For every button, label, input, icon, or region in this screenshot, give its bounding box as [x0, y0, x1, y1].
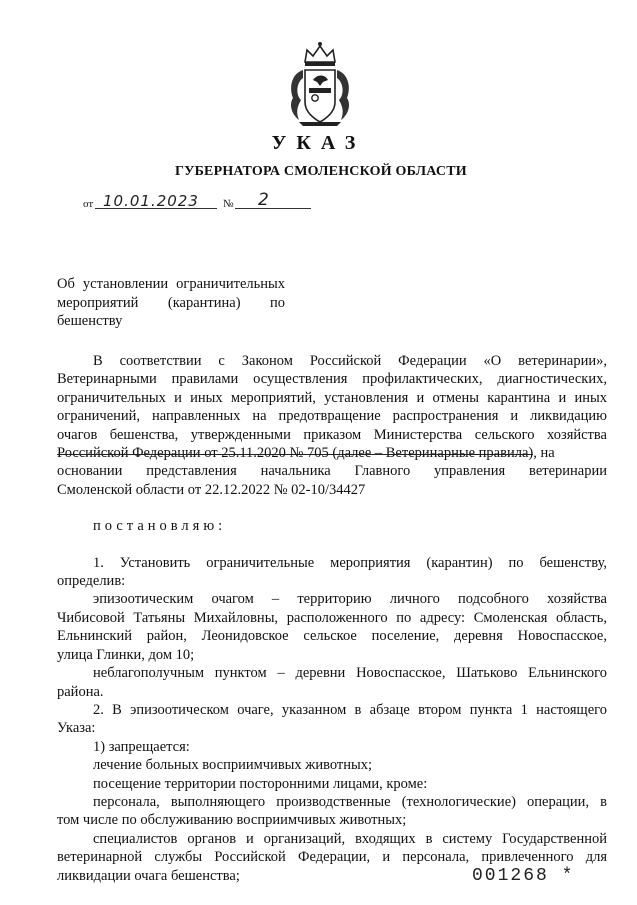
date-number-line — [83, 190, 323, 214]
text-line: 1) запрещается: — [93, 738, 190, 755]
preamble — [57, 352, 607, 499]
decree-body — [57, 352, 607, 885]
number-underline — [235, 208, 311, 209]
document-subtitle: ГУБЕРНАТОРА СМОЛЕНСКОЙ ОБЛАСТИ — [175, 164, 467, 179]
text-line: ликвидации очага бешенства; — [57, 867, 240, 884]
text-line: том числе по обслуживанию восприимчивых животных; — [57, 812, 407, 829]
decree-word: постановляю: — [93, 518, 227, 535]
heading-line: бешенству — [57, 313, 123, 329]
date-label: от — [83, 198, 94, 210]
text-line: специалистов органов и организаций, входящих в систему Государственной — [93, 830, 607, 847]
text-line: неблагополучным пунктом – деревни Новоспасское, Шатьково Ельнинского — [93, 665, 607, 682]
text-line: улица Глинки, дом 10; — [57, 646, 195, 663]
text-line: Ельнинский район, Леонидовское сельское поселение, деревня Новоспасское, — [57, 628, 607, 645]
text-line: ограничений, направленных на предотвращение распространения и ликвидацию — [57, 408, 607, 425]
text-line: 2. В эпизоотическом очаге, указанном в абзаце втором пункта 1 настоящего — [93, 701, 607, 718]
text-line: определив: — [57, 573, 126, 590]
text-line: Ветеринарными правилами осуществления профилактических, диагностических, — [57, 371, 607, 388]
text-line: ветеринарной службы Российской Федерации, и персонала, привлеченного для — [57, 849, 607, 866]
text-line: эпизоотическим очагом – территорию личного подсобного хозяйства — [93, 591, 607, 608]
text-line: района. — [57, 683, 104, 700]
text-line: очагов бешенства, утвержденными приказом Министерства сельского хозяйства — [57, 426, 607, 443]
decree-heading — [57, 275, 285, 331]
coat-of-arms-icon — [285, 40, 355, 128]
text-fragment: , на — [533, 445, 555, 462]
text-line: Смоленской области от 22.12.2022 № 02-10/34427 — [57, 481, 366, 498]
text-line: ограничительных и иных мероприятий, установления и отмены карантина и иных — [57, 389, 607, 406]
text-line: Чибисовой Татьяны Михайловны, расположенного по адресу: Смоленская область, — [57, 609, 607, 626]
text-line: Указа: — [57, 720, 96, 737]
text-line: В соответствии с Законом Российской Федерации «О ветеринарии», — [93, 353, 607, 369]
struck-text: Российской Федерации от 25.11.2020 № 705 (далее – Ветеринарные правила) — [57, 445, 534, 462]
serial-number-stamp: 001268 * — [472, 866, 575, 886]
number-label: № — [223, 198, 234, 210]
text-line — [57, 444, 607, 462]
text-line: лечение больных восприимчивых животных; — [93, 757, 372, 774]
text-line: 1. Установить ограничительные мероприятия (карантин) по бешенству, — [93, 554, 607, 571]
heading-line: Об установлении ограничительных — [57, 276, 285, 292]
number-value: 2 — [258, 190, 270, 210]
text-line: персонала, выполняющего производственные (технологические) операции, в — [93, 793, 607, 810]
text-line: основании представления начальника Главного управления ветеринарии — [57, 463, 607, 480]
heading-line: мероприятий (карантина) по — [57, 294, 285, 311]
document-title: УКАЗ — [271, 132, 366, 154]
text-line: посещение территории посторонними лицами, кроме: — [93, 775, 428, 792]
date-value: 10.01.2023 — [103, 192, 199, 210]
